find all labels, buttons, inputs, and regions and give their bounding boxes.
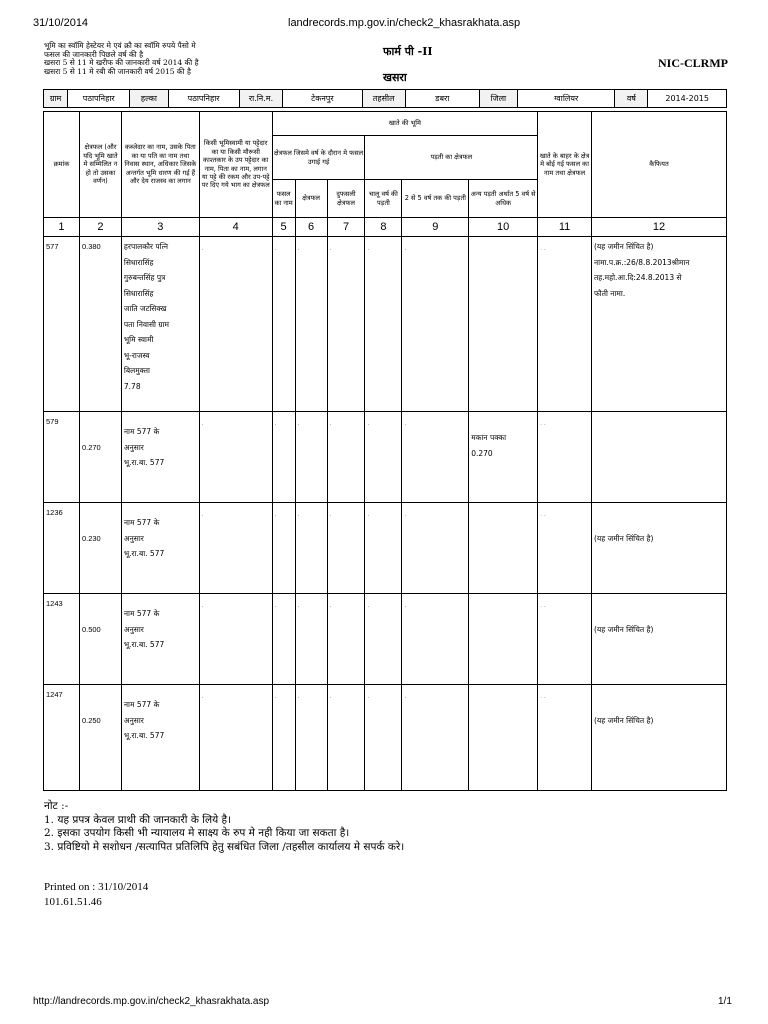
print-date: 31/10/2014 [33, 17, 89, 29]
empty-cell: . [365, 685, 402, 791]
khasra-number-text: 579 [46, 417, 59, 426]
remark-line: (यह जमीन सिंचित है) [593, 242, 654, 251]
owner-line: बिलमुक्ता [123, 366, 150, 375]
info-block [44, 42, 199, 76]
khasra-number-text: 577 [46, 242, 59, 251]
empty-cell: . [272, 685, 295, 791]
rnm-label: रा.नि.म. [239, 90, 282, 108]
empty-cell: . [295, 685, 327, 791]
footer-url: http://landrecords.mp.gov.in/check2_khasrakhata.asp [33, 996, 270, 1007]
header-chalu-padti: चालू वर्ष की पड़ती [365, 180, 402, 218]
empty-cell: . [402, 412, 469, 503]
header-khate-ki-bhumi: खाते की भूमि [272, 112, 537, 136]
owner-line: पता निवासी ग्राम [123, 319, 170, 329]
owner-line: अनुसार [123, 715, 144, 725]
empty-cell: . [402, 594, 469, 685]
header-padti-group: पड़ती का क्षेत्रफल [365, 136, 538, 180]
nic-label: NIC-CLRMP [658, 56, 728, 70]
varsh-value: 2014-2015 [648, 90, 727, 108]
column-number: 11 [538, 218, 592, 237]
empty-cell: . [402, 685, 469, 791]
remark-line: (यह जमीन सिंचित है) [593, 716, 654, 725]
empty-cell: . [402, 237, 469, 412]
owner-line: 7.78 [123, 381, 141, 391]
empty-cell: . [327, 685, 365, 791]
anya-padti-cell [469, 412, 538, 503]
anya-padti-cell [469, 503, 538, 594]
anya-padti-line: मकान पक्का [471, 433, 507, 442]
area-value: 0.230 [81, 534, 101, 543]
area-cell [79, 237, 121, 412]
khasra-number [44, 237, 80, 412]
column-number: 7 [327, 218, 365, 237]
remark-line: फौती नामा. [593, 288, 626, 298]
column-number: 5 [272, 218, 295, 237]
print-url-title: landrecords.mp.gov.in/check2_khasrakhata.asp [288, 17, 521, 29]
area-value: 0.500 [81, 625, 101, 634]
owner-line: भू.रा.बा. 577 [123, 549, 165, 558]
printed-on: Printed on : 31/10/2014 [44, 881, 149, 893]
owner-line: अनुसार [123, 624, 144, 634]
column-number: 3 [121, 218, 199, 237]
table-row [44, 237, 727, 412]
empty-cell: . . [538, 685, 592, 791]
anya-padti-cell [469, 237, 538, 412]
owner-cell [121, 237, 199, 412]
table-row [44, 412, 727, 503]
empty-cell: . . [538, 594, 592, 685]
khasra-number [44, 412, 80, 503]
owner-line: हरपालकौर पत्नि [123, 242, 169, 251]
khasra-number-text: 1247 [46, 690, 63, 699]
tehsil-label: तहसील [362, 90, 405, 108]
empty-cell: . [402, 503, 469, 594]
footer-page: 1/1 [718, 996, 732, 1007]
owner-line: सिधारासिंह [123, 257, 154, 267]
column-number-row [44, 218, 727, 237]
column-number: 8 [365, 218, 402, 237]
empty-cell: . [327, 594, 365, 685]
column-number: 10 [469, 218, 538, 237]
owner-line: भू.रा.बा. 577 [123, 458, 165, 467]
owner-line: नाम 577 के [123, 518, 160, 527]
owner-line: भू-राजस्व [123, 350, 150, 360]
empty-cell: . [199, 412, 272, 503]
empty-cell: . . [538, 412, 592, 503]
info-line: खसरा 5 से 11 मे खरीफ की जानकारी वर्ष 2014 की है [44, 58, 199, 68]
header-kramank: क्रमांक [44, 112, 80, 218]
tehsil-value: डबरा [405, 90, 479, 108]
khasra-table [43, 111, 727, 791]
remark-line: (यह जमीन सिंचित है) [593, 534, 654, 543]
column-number: 4 [199, 218, 272, 237]
halka-label: हल्का [130, 90, 168, 108]
header-bhumiswami: किसी भूमिस्वामी या पट्टेदार का या किसी मौरूसी काश्तकार के उप पट्टेदार का नाम, पिता का नाम, लगान या पट्टे की रकम और उप-पट्टे पर दिए गये भाग का क्षेत्रफल [199, 112, 272, 218]
anya-padti-cell [469, 685, 538, 791]
owner-line: अनुसार [123, 442, 144, 452]
owner-line: नाम 577 के [123, 700, 160, 709]
header-kaifiyat: कैफियत [591, 112, 726, 218]
halka-value: पठापनिहार [168, 90, 239, 108]
rnm-value: टेकनपुर [283, 90, 362, 108]
zila-value: ग्वालियर [517, 90, 615, 108]
area-cell [79, 594, 121, 685]
header-kabjedar: कब्जेदार का नाम, उसके पिता का या पति का नाम तथा निवास स्थान, अधिकार जिसके अन्तर्गत भूमि धारण की गई हैं और देय राजस्व का लगान [121, 112, 199, 218]
owner-line: नाम 577 के [123, 609, 160, 618]
empty-cell: . [199, 503, 272, 594]
varsh-label: वर्ष [615, 90, 648, 108]
empty-cell: . [327, 412, 365, 503]
empty-cell: . [295, 412, 327, 503]
note-item: 1. यह प्रपत्र केवल प्राथी की जानकारी के लिये है। [44, 813, 232, 826]
empty-cell: . [295, 503, 327, 594]
owner-cell [121, 685, 199, 791]
empty-cell: . [272, 503, 295, 594]
owner-line: भूमि स्वामी [123, 335, 154, 344]
owner-line: भू.रा.बा. 577 [123, 731, 165, 740]
table-row [44, 685, 727, 791]
owner-line: जाति जटसिक्ख [123, 304, 167, 313]
remarks-cell [591, 237, 726, 412]
empty-cell: . [199, 594, 272, 685]
area-value: 0.270 [81, 443, 101, 452]
note-item: 3. प्रविष्टियो मे सशोधन /सत्यापित प्रतिलिपि हेतु सबंधित जिला /तहसील कार्यालय मे सपर्क करे। [44, 840, 405, 853]
empty-cell: . [295, 594, 327, 685]
empty-cell: . [365, 412, 402, 503]
owner-cell [121, 594, 199, 685]
empty-cell: . [327, 237, 365, 412]
info-line: खसरा 5 से 11 मे रबी की जानकारी वर्ष 2015 की है [44, 66, 191, 76]
header-dofasli: दुफसली क्षेत्रफल [327, 180, 365, 218]
header-kshetrafal: क्षेत्रफल (और यदि भूमि खाते मे सम्मिलित न हो तो उसका वर्णन) [79, 112, 121, 218]
remark-line: (यह जमीन सिंचित है) [593, 625, 654, 634]
printed-block [44, 880, 148, 910]
remarks-cell [591, 503, 726, 594]
remarks-cell [591, 594, 726, 685]
area-cell [79, 412, 121, 503]
khasra-number [44, 685, 80, 791]
column-number: 2 [79, 218, 121, 237]
header-fasal-group: क्षेत्रफल जिसमे वर्ष के दौरान मे फसल उगाई गई [272, 136, 365, 180]
khasra-number [44, 594, 80, 685]
column-number: 12 [591, 218, 726, 237]
info-line: फसल की जानकारी पिछले वर्ष की है [44, 49, 144, 59]
khasra-number [44, 503, 80, 594]
khasra-number-text: 1236 [46, 508, 63, 517]
header-khate-bahar: खाते के बाहर के क्षेत्र मे बोई गई फसल का नाम तथा क्षेत्रफल [538, 112, 592, 218]
empty-cell: . [272, 412, 295, 503]
form-title: फार्म पी -II [383, 45, 433, 58]
info-line: भूमि का स्वॉमि हेस्टेयर मे एवं क्रौ का स्वॉमि रुपये पैसो मे [44, 41, 196, 50]
area-value: 0.380 [81, 242, 101, 251]
empty-cell: . [199, 685, 272, 791]
khasra-label: खसरा [383, 71, 407, 84]
column-number: 1 [44, 218, 80, 237]
empty-cell: . [365, 237, 402, 412]
empty-cell: . [365, 594, 402, 685]
empty-cell: . . [538, 503, 592, 594]
note-item: 2. इसका उपयोग किसी भी न्यायालय मे साक्ष्य के रुप मे नही किया जा सकता है। [44, 827, 350, 839]
owner-cell [121, 503, 199, 594]
owner-line: नाम 577 के [123, 427, 160, 436]
note-heading: नोट :- [44, 800, 69, 812]
owner-cell [121, 412, 199, 503]
gram-value: पठापनिहार [68, 90, 130, 108]
area-cell [79, 685, 121, 791]
empty-cell: . [199, 237, 272, 412]
owner-line: सिधारासिंह [123, 288, 154, 298]
header-anya-padti: अन्य पड़ती अर्थात 5 वर्ष से अधिक [469, 180, 538, 218]
remarks-cell [591, 412, 726, 503]
remarks-cell [591, 685, 726, 791]
table-row [44, 503, 727, 594]
column-number: 9 [402, 218, 469, 237]
owner-line: अनुसार [123, 533, 144, 543]
column-number: 6 [295, 218, 327, 237]
owner-line: भू.रा.बा. 577 [123, 640, 165, 649]
notes-block [44, 800, 404, 854]
ip-address: 101.61.51.46 [44, 896, 102, 908]
anya-padti-line: 0.270 [471, 448, 493, 458]
header-fasal-naam: फसल का नाम [272, 180, 295, 218]
header-kshetrafal-short: क्षेत्रफल [295, 180, 327, 218]
zila-label: जिला [479, 90, 517, 108]
owner-line: गुरुबन्तसिंह पुत्र [123, 273, 166, 282]
table-row [44, 594, 727, 685]
khasra-number-text: 1243 [46, 599, 63, 608]
empty-cell: . [272, 594, 295, 685]
remark-line: नामा.प.क्र.:26/8.8.2013श्रीमान [593, 257, 690, 267]
empty-cell: . [365, 503, 402, 594]
location-table [43, 89, 727, 108]
header-padti-2-5: 2 से 5 वर्ष तक की पड़ती [402, 180, 469, 218]
anya-padti-cell [469, 594, 538, 685]
empty-cell: . . [538, 237, 592, 412]
area-cell [79, 503, 121, 594]
empty-cell: . [295, 237, 327, 412]
gram-label: ग्राम [44, 90, 68, 108]
area-value: 0.250 [81, 716, 101, 725]
remark-line: तह.महो.आ.दि:24.8.2013 से [593, 273, 682, 282]
empty-cell: . [272, 237, 295, 412]
empty-cell: . [327, 503, 365, 594]
